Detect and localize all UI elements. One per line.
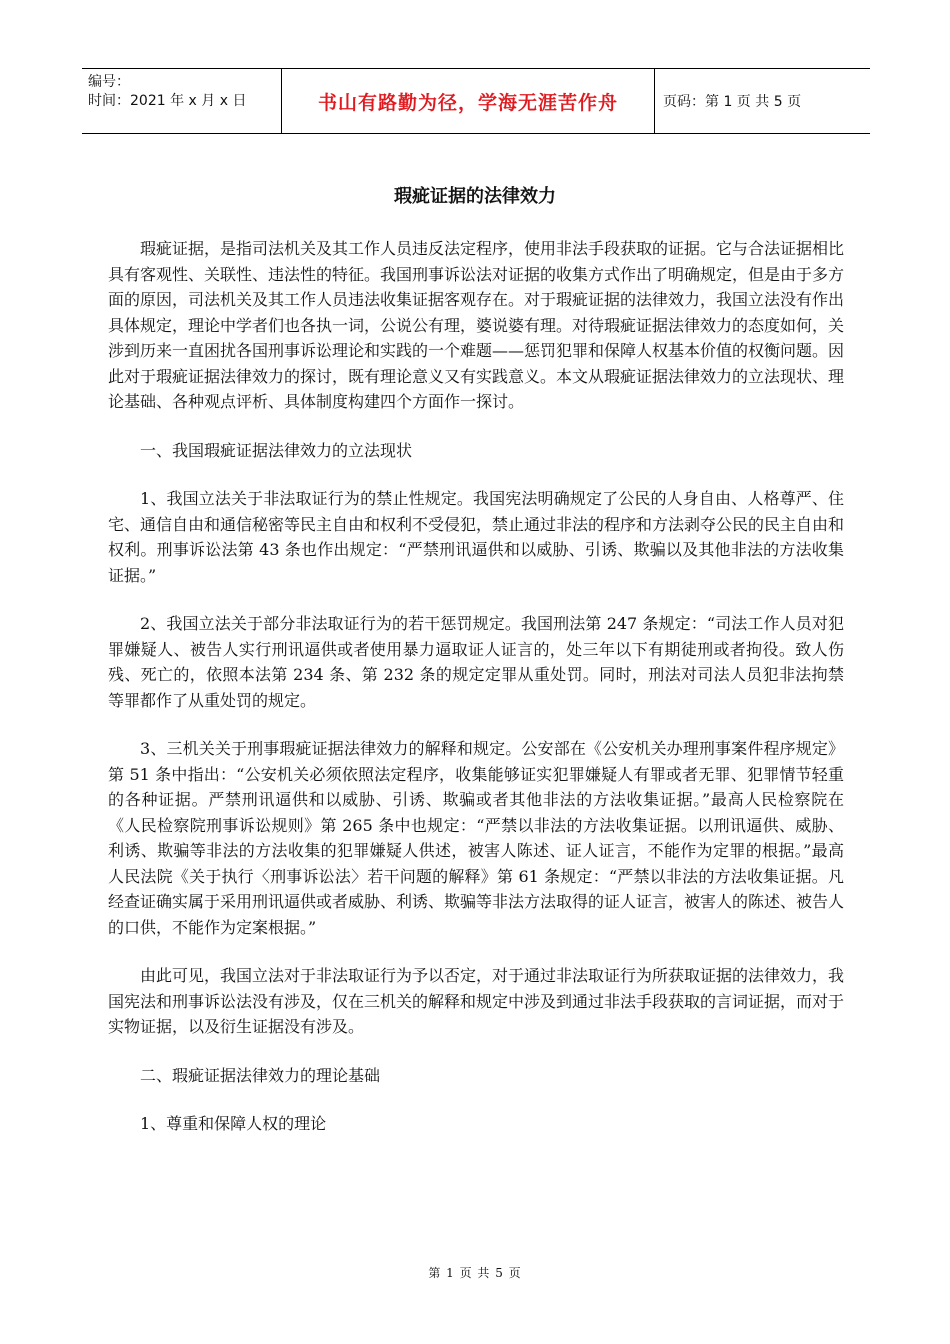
paragraph: 由此可见，我国立法对于非法取证行为予以否定，对于通过非法取证行为所获取证据的法律效力，我国宪法和刑事诉讼法没有涉及，仅在三机关的解释和规定中涉及到通过非法手段获取的言词证据，而对于实物证据，以及衍生证据没有涉及。 xyxy=(108,966,845,1036)
motto-text: 书山有路勤为径，学海无涯苦作舟 xyxy=(317,91,618,114)
number-label: 编号： xyxy=(88,74,130,90)
header-page-cell xyxy=(655,69,870,133)
section-heading: 一、我国瑕疵证据法律效力的立法现状 xyxy=(140,440,413,460)
paragraph: 瑕疵证据，是指司法机关及其工作人员违反法定程序，使用非法手段获取的证据。它与合法证据相比具有客观性、关联性、违法性的特征。我国刑事诉讼法对证据的收集方式作出了明确规定，但是由于多方面的原因，司法机关及其工作人员违法收集证据客观存在。对于瑕疵证据的法律效力，我国立法没有作出具体规定，理论中学者们也各执一词，公说公有理，婆说婆有理。对待瑕疵证据法律效力的态度如何，关涉到历来一直困扰各国刑事诉讼理论和实践的一个难题——惩罚犯罪和保障人权基本价值的权衡问题。因此对于瑕疵证据法律效力的探讨，既有理论意义又有实践意义。本文从瑕疵证据法律效力的立法现状、理论基础、各种观点评析、具体制度构建四个方面作一探讨。 xyxy=(108,239,845,411)
paragraph: 1、我国立法关于非法取证行为的禁止性规定。我国宪法明确规定了公民的人身自由、人格尊严、住宅、通信自由和通信秘密等民主自由和权利不受侵犯，禁止通过非法的程序和方法剥夺公民的民主自由和权利。刑事诉讼法第 43 条也作出规定：“严禁刑讯逼供和以威胁、引诱、欺骗以及其他非法的方法收集证据。” xyxy=(108,489,845,585)
subsection-heading: 1、尊重和保障人权的理论 xyxy=(140,1114,327,1133)
section-heading: 二、瑕疵证据法律效力的理论基础 xyxy=(140,1065,381,1085)
time-label: 时间：2021 年 x 月 x 日 xyxy=(88,93,247,109)
header-meta xyxy=(82,69,282,133)
page-footer: 第 1 页 共 5 页 xyxy=(428,1266,522,1280)
header-motto-cell xyxy=(282,69,655,133)
document-title: 瑕疵证据的法律效力 xyxy=(394,186,556,207)
document-body xyxy=(108,236,844,1160)
page-info: 页码：第 1 页 共 5 页 xyxy=(663,94,802,110)
paragraph: 2、我国立法关于部分非法取证行为的若干惩罚规定。我国刑法第 247 条规定：“司法工作人员对犯罪嫌疑人、被告人实行刑讯逼供或者使用暴力逼取证人证言的，处三年以下有期徒刑或者拘役。致人伤残、死亡的，依照本法第 234 条、第 232 条的规定定罪从重处罚。同时，刑法对司法人员犯非法拘禁等罪都作了从重处罚的规定。 xyxy=(108,614,844,710)
paragraph: 3、三机关关于刑事瑕疵证据法律效力的解释和规定。公安部在《公安机关办理刑事案件程序规定》第 51 条中指出：“公安机关必须依照法定程序，收集能够证实犯罪嫌疑人有罪或者无罪、犯罪情节轻重的各种证据。严禁刑讯逼供和以威胁、引诱、欺骗或者其他非法的方法收集证据。”最高人民检察院在《人民检察院刑事诉讼规则》第 265 条中也规定：“严禁以非法的方法收集证据。以刑讯逼供、威胁、利诱、欺骗等非法的方法收集的犯罪嫌疑人供述，被害人陈述、证人证言，不能作为定罪的根据。”最高人民法院《关于执行〈刑事诉讼法〉若干问题的解释》第 61 条规定：“严禁以非法的方法收集证据。凡经查证确实属于采用刑讯逼供或者威胁、利诱、欺骗等非法方法取得的证人证言，被害人的陈述、被告人的口供，不能作为定案根据。” xyxy=(108,739,845,937)
header-table xyxy=(82,68,870,134)
